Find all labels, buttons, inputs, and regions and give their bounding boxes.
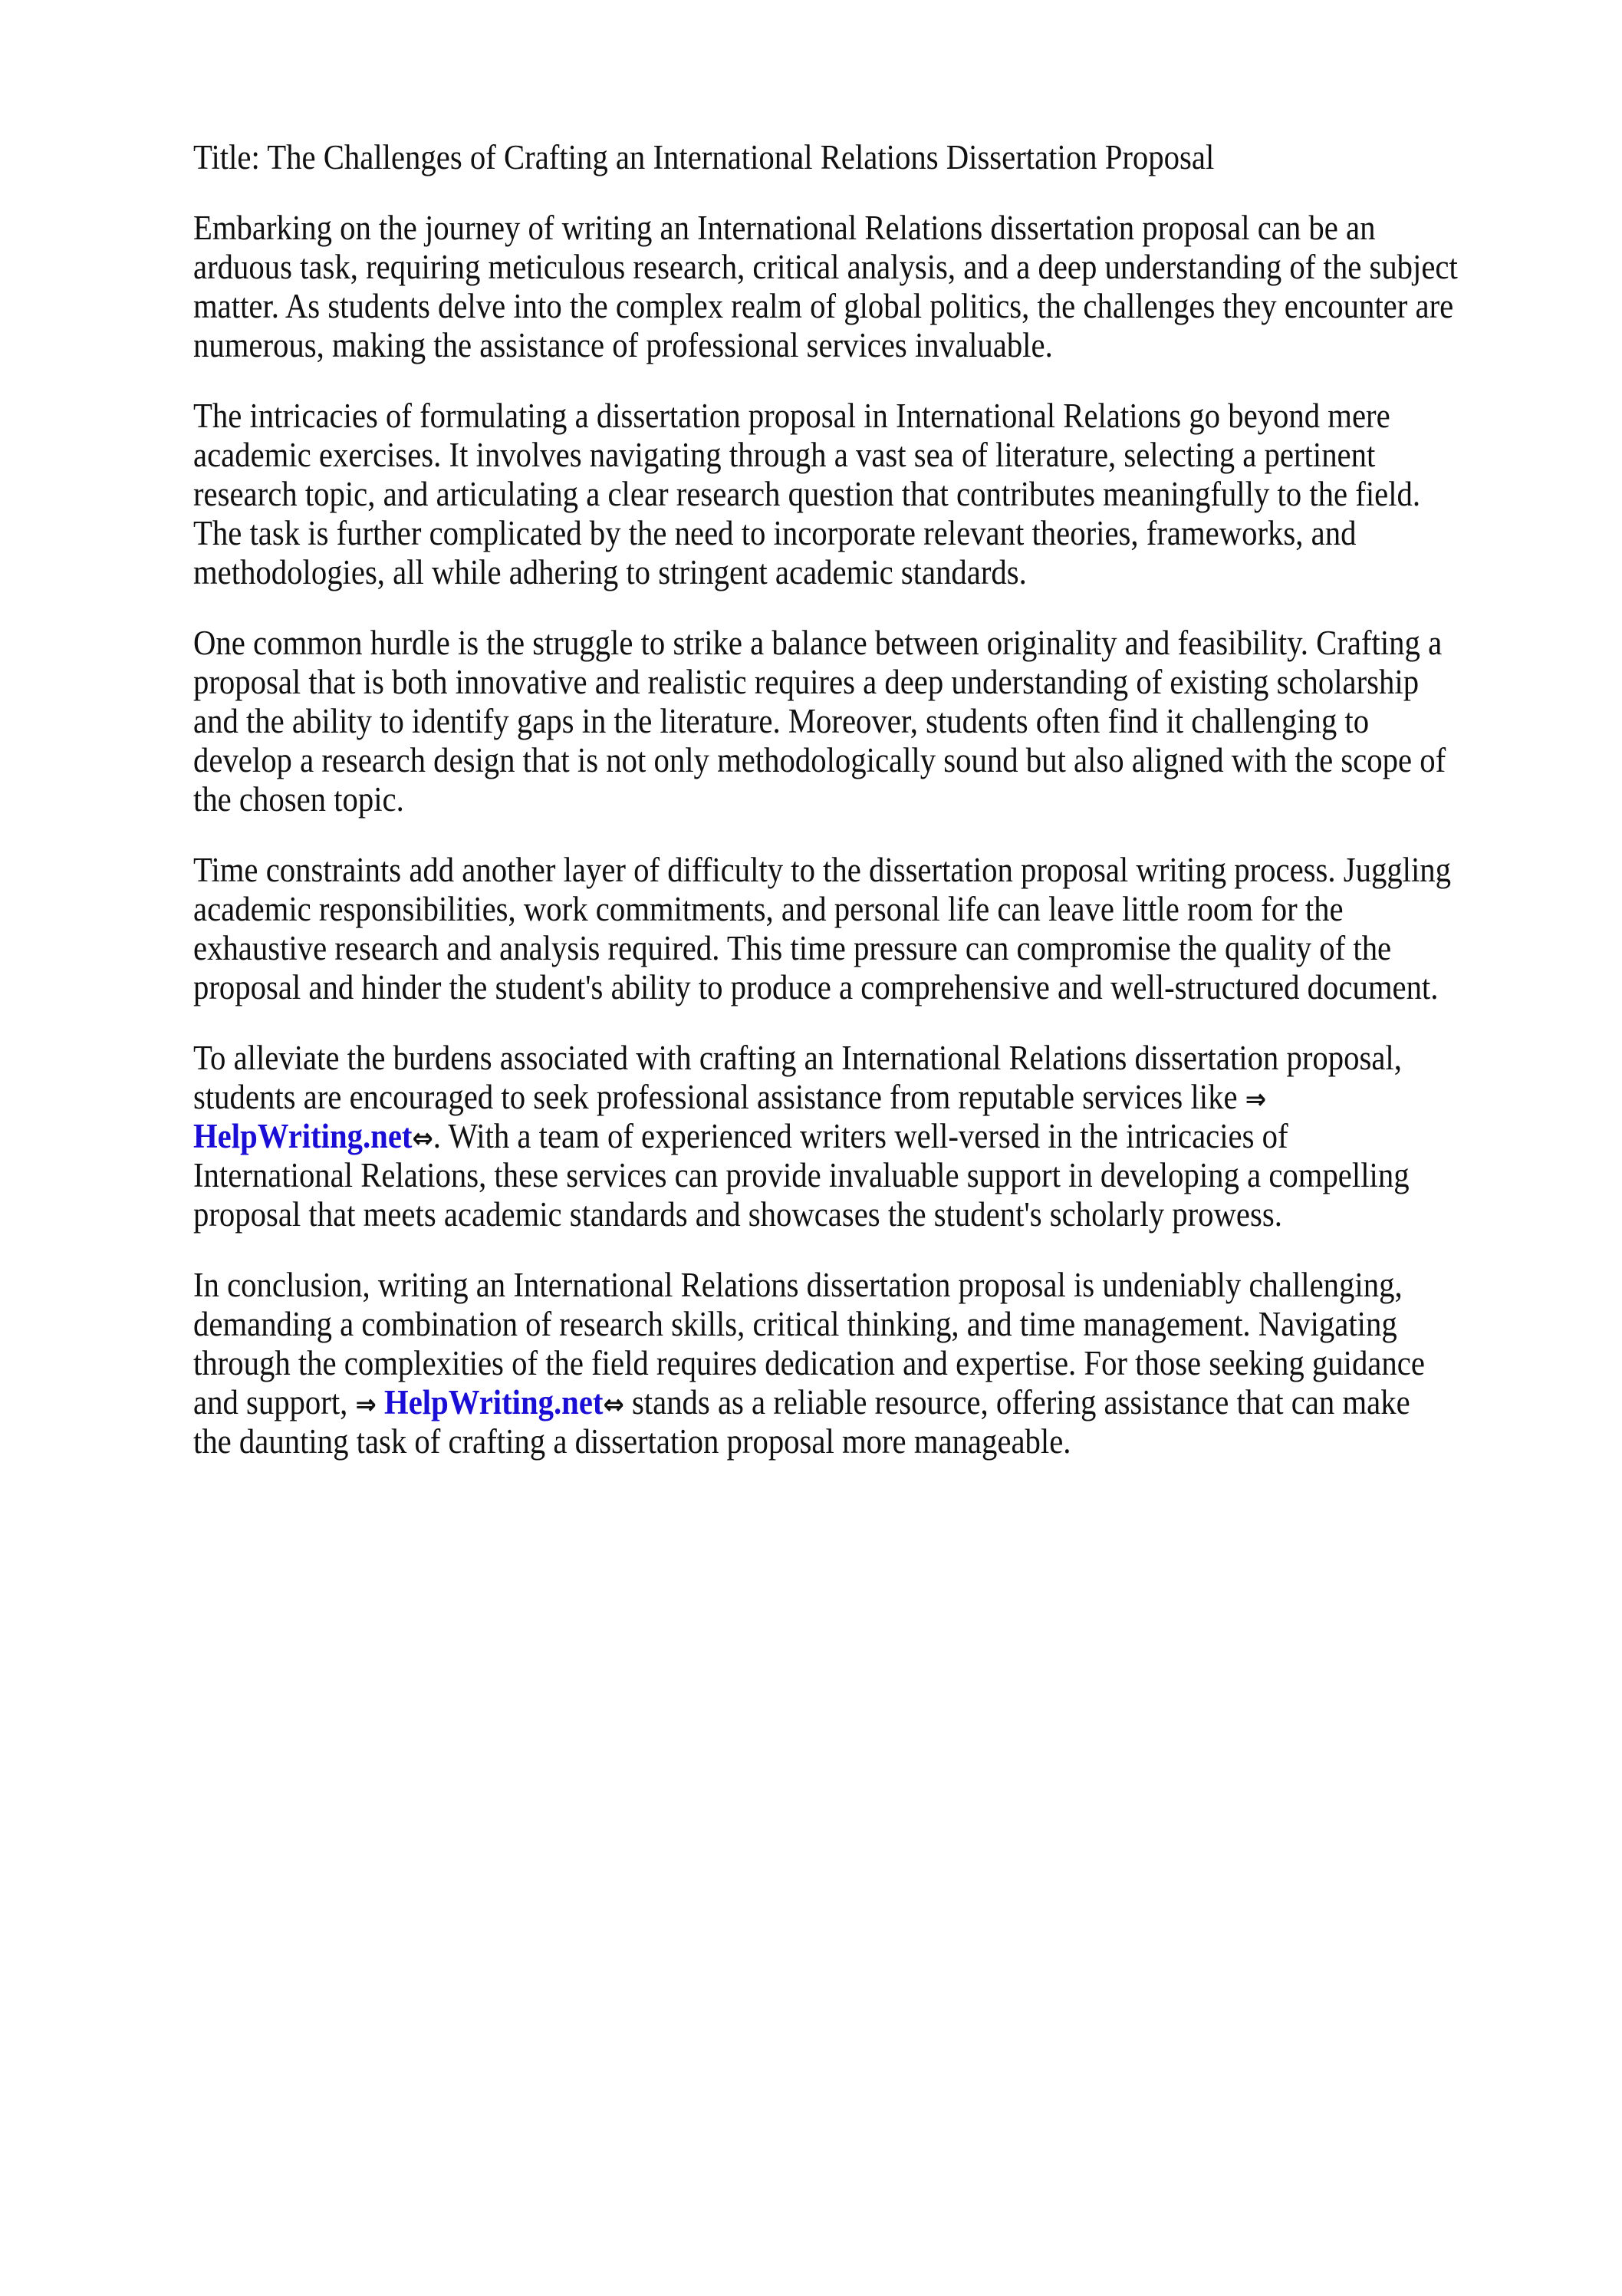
- text-segment: arduous task, requiring meticulous research, critical analysis, and a deep understanding of the subject: [193, 248, 1458, 286]
- helpwriting-link[interactable]: HelpWriting.net: [384, 1383, 604, 1421]
- text-line: [193, 553, 1443, 592]
- text-segment: numerous, making the assistance of professional services invaluable.: [193, 326, 1053, 364]
- paragraph: [193, 1039, 1574, 1234]
- text-line: [193, 741, 1446, 780]
- left-right-double-arrow-icon: ⇔: [412, 1123, 433, 1155]
- text-line: [193, 663, 1443, 702]
- text-line: [193, 138, 1443, 177]
- text-segment: [377, 1383, 384, 1421]
- text-line: [193, 1266, 1443, 1305]
- document-body: [193, 138, 1574, 1493]
- text-segment: Title: The Challenges of Crafting an International Relations Dissertation Proposal: [193, 138, 1215, 176]
- text-segment: The task is further complicated by the need to incorporate relevant theories, frameworks, and: [193, 514, 1357, 552]
- text-segment: International Relations, these services can provide invaluable support in developing a compelling: [193, 1156, 1410, 1194]
- text-segment: students are encouraged to seek professional assistance from reputable services like: [193, 1078, 1245, 1116]
- text-line: [193, 968, 1443, 1007]
- paragraph: [193, 851, 1574, 1007]
- text-segment: stands as a reliable resource, offering assistance that can make: [623, 1383, 1410, 1421]
- right-double-arrow-icon: ⇒: [1245, 1084, 1267, 1115]
- text-segment: the chosen topic.: [193, 780, 404, 819]
- text-segment: Embarking on the journey of writing an International Relations dissertation proposal can be an: [193, 209, 1376, 247]
- text-line: [193, 929, 1443, 968]
- text-line: [193, 890, 1443, 929]
- text-segment: and the ability to identify gaps in the literature. Moreover, students often find it challenging to: [193, 702, 1370, 740]
- text-segment: To alleviate the burdens associated with crafting an International Relations dissertation proposal,: [193, 1039, 1402, 1077]
- text-segment: . With a team of experienced writers well-versed in the intricacies of: [433, 1117, 1288, 1155]
- text-line: [193, 702, 1443, 741]
- text-segment: Time constraints add another layer of difficulty to the dissertation proposal writing process. Juggling: [193, 851, 1452, 889]
- text-segment: the daunting task of crafting a dissertation proposal more manageable.: [193, 1422, 1071, 1461]
- paragraph: [193, 1266, 1574, 1461]
- text-line: [193, 436, 1443, 475]
- text-segment: proposal that is both innovative and realistic requires a deep understanding of existing scholarship: [193, 663, 1420, 701]
- text-line: [193, 780, 1443, 819]
- text-segment: academic exercises. It involves navigating through a vast sea of literature, selecting a pertinent: [193, 436, 1376, 474]
- text-segment: proposal and hinder the student's ability to produce a comprehensive and well-structured document.: [193, 968, 1439, 1006]
- right-double-arrow-icon: ⇒: [355, 1389, 377, 1421]
- text-line: [193, 1383, 1443, 1422]
- text-segment: and support,: [193, 1383, 356, 1421]
- text-segment: proposal that meets academic standards and showcases the student's scholarly prowess.: [193, 1195, 1282, 1234]
- text-line: [193, 1422, 1443, 1461]
- text-segment: One common hurdle is the struggle to strike a balance between originality and feasibility. Crafting a: [193, 624, 1443, 662]
- text-line: [193, 1039, 1443, 1078]
- paragraph: [193, 624, 1574, 819]
- text-line: [193, 624, 1443, 663]
- text-segment: exhaustive research and analysis required. This time pressure can compromise the quality of the: [193, 929, 1392, 967]
- paragraph: [193, 209, 1574, 365]
- text-line: [193, 397, 1443, 436]
- text-line: [193, 1305, 1443, 1344]
- left-right-double-arrow-icon: ⇔: [603, 1389, 624, 1421]
- text-line: [193, 248, 1458, 287]
- text-segment: through the complexities of the field requires dedication and expertise. For those seeking guidance: [193, 1344, 1425, 1382]
- text-segment: The intricacies of formulating a dissertation proposal in International Relations go beyond mere: [193, 397, 1390, 435]
- text-line: [193, 475, 1443, 514]
- document-title: [193, 138, 1574, 177]
- text-line: [193, 1117, 1443, 1156]
- text-segment: methodologies, all while adhering to stringent academic standards.: [193, 553, 1027, 591]
- text-segment: matter. As students delve into the complex realm of global politics, the challenges they encounter are: [193, 287, 1454, 325]
- paragraph: [193, 397, 1574, 592]
- text-line: [193, 209, 1443, 248]
- text-line: [193, 1344, 1443, 1383]
- text-line: [193, 514, 1443, 553]
- text-segment: develop a research design that is not only methodologically sound but also aligned with the scope of: [193, 741, 1446, 779]
- text-segment: academic responsibilities, work commitments, and personal life can leave little room for the: [193, 890, 1344, 928]
- text-segment: demanding a combination of research skills, critical thinking, and time management. Navigating: [193, 1305, 1397, 1343]
- text-line: [193, 851, 1452, 890]
- text-line: [193, 326, 1443, 365]
- text-segment: research topic, and articulating a clear research question that contributes meaningfully to the field.: [193, 475, 1421, 513]
- helpwriting-link[interactable]: HelpWriting.net: [193, 1117, 413, 1155]
- text-line: [193, 1078, 1443, 1117]
- text-line: [193, 1156, 1443, 1195]
- text-segment: In conclusion, writing an International Relations dissertation proposal is undeniably challenging,: [193, 1266, 1403, 1304]
- text-line: [193, 287, 1454, 326]
- text-line: [193, 1195, 1443, 1234]
